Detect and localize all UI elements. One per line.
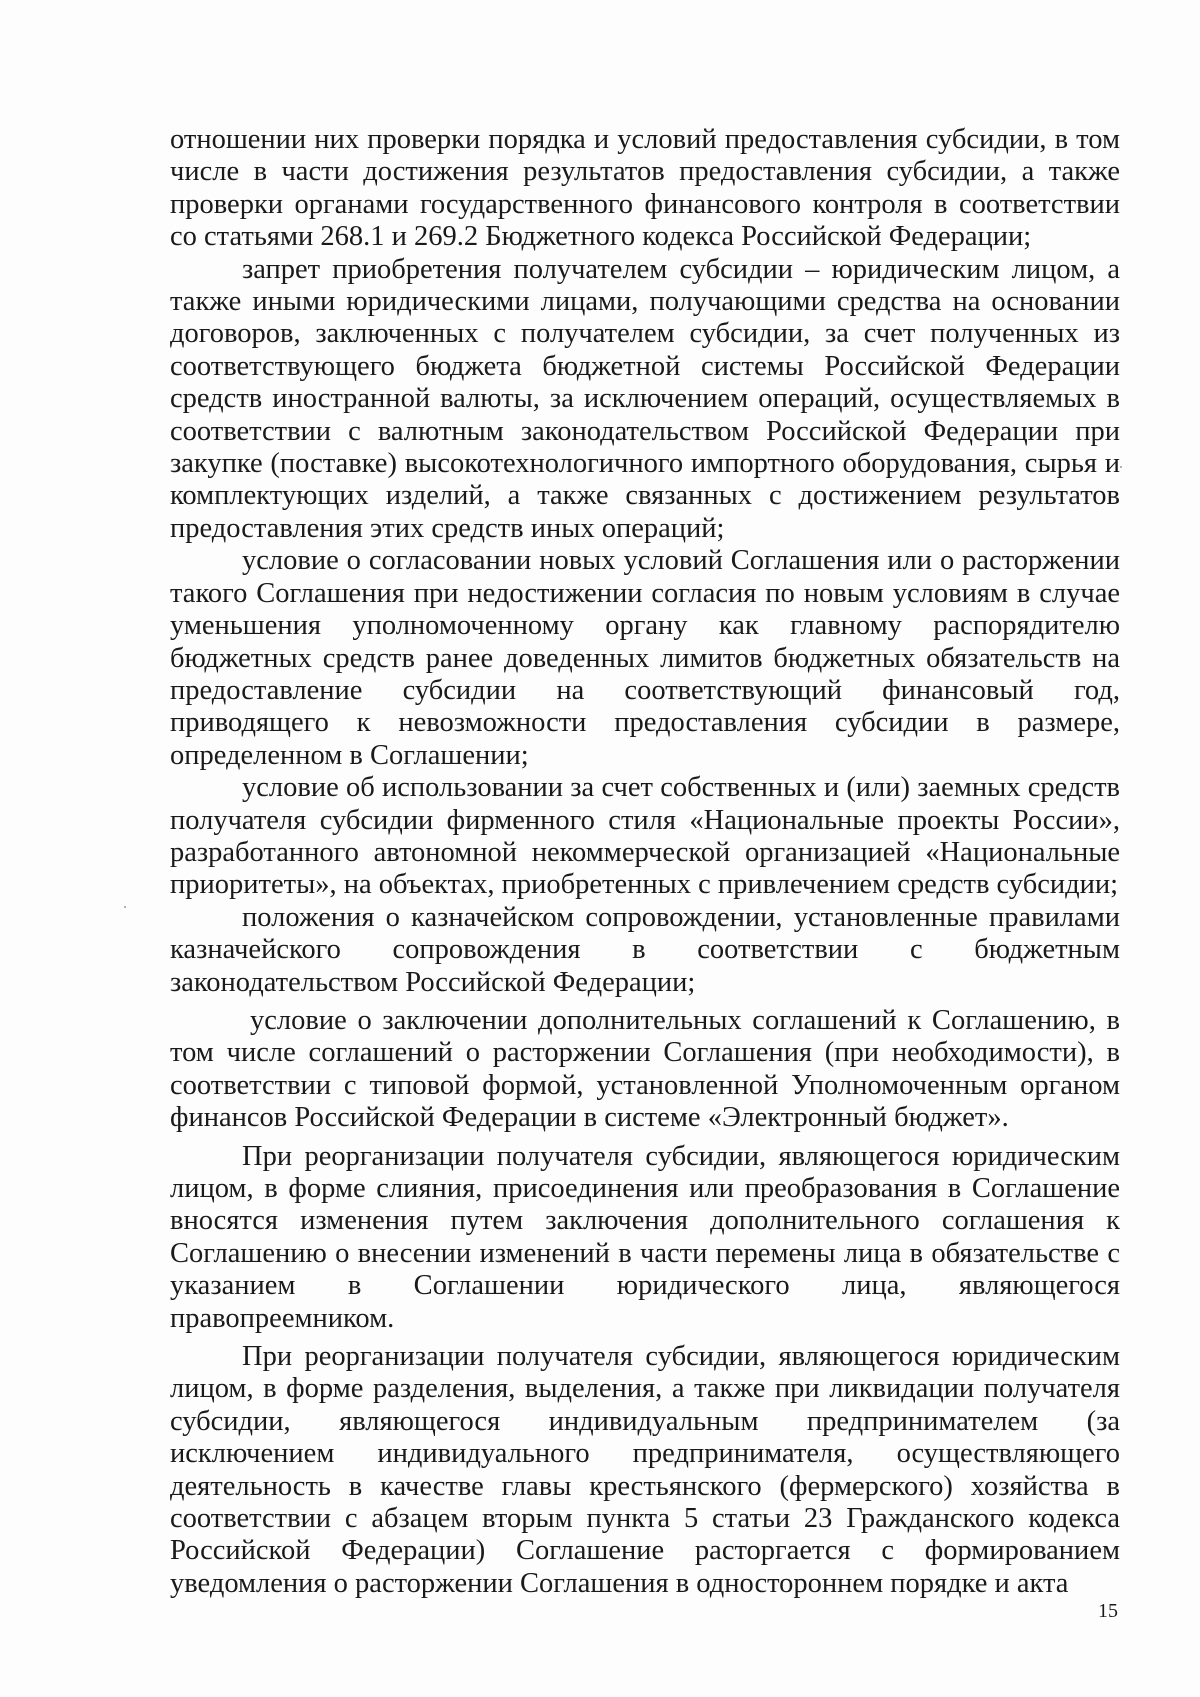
paragraph-5: положения о казначейском сопровождении, установленные правилами казначейского сопровождения в соответствии с бюджетным законодательством Российской Федерации; (170, 901, 1120, 998)
paragraph-3: условие о согласовании новых условий Соглашения или о расторжении такого Соглашения при недостижении согласия по новым условиям в случае уменьшения уполномоченному органу как главному распорядителю бюджетных средств ранее доведенных лимитов бюджетных обязательств на предоставление субсидии на соответствующий финансовый год, приводящего к невозможности предоставления субсидии в размере, определенном в Соглашении; (170, 545, 1120, 771)
page-number: 15 (1098, 1600, 1118, 1622)
paragraph-1: отношении них проверки порядка и условий предоставления субсидии, в том числе в части достижения результатов предоставления субсидии, а также проверки органами государственного финансового контроля в соответствии со статьями 268.1 и 269.2 Бюджетного кодекса Российской Федерации; (170, 124, 1120, 253)
paragraph-8: При реорганизации получателя субсидии, являющегося юридическим лицом, в форме разделения, выделения, а также при ликвидации получателя субсидии, являющегося индивидуальным предпринимателем (за исключением индивидуального предпринимателя, осуществляющего деятельность в качестве главы крестьянского (фермерского) хозяйства в соответствии с абзацем вторым пункта 5 статьи 23 Гражданского кодекса Российской Федерации) Соглашение расторгается с формированием уведомления о расторжении Соглашения в одностороннем порядке и акта (170, 1341, 1120, 1599)
scan-speck (1120, 466, 1122, 468)
paragraph-4: условие об использовании за счет собственных и (или) заемных средств получателя субсидии фирменного стиля «Национальные проекты России», разработанного автономной некоммерческой организацией «Национальные приоритеты», на объектах, приобретенных с привлечением средств субсидии; (170, 772, 1120, 901)
paragraph-6: условие о заключении дополнительных соглашений к Соглашению, в том числе соглашений о расторжении Соглашения (при необходимости), в соответствии с типовой формой, установленной Уполномоченным органом финансов Российской Федерации в системе «Электронный бюджет». (170, 1004, 1120, 1134)
paragraph-7: При реорганизации получателя субсидии, являющегося юридическим лицом, в форме слияния, присоединения или преобразования в Соглашение вносятся изменения путем заключения дополнительного соглашения к Соглашению о внесении изменений в части перемены лица в обязательстве с указанием в Соглашении юридического лица, являющегося правопреемником. (170, 1140, 1120, 1334)
scan-speck (124, 906, 126, 908)
document-body (170, 124, 1120, 1600)
paragraph-2: запрет приобретения получателем субсидии – юридическим лицом, а также иными юридическими лицами, получающими средства на основании договоров, заключенных с получателем субсидии, за счет полученных из соответствующего бюджета бюджетной системы Российской Федерации средств иностранной валюты, за исключением операций, осуществляемых в соответствии с валютным законодательством Российской Федерации при закупке (поставке) высокотехнологичного импортного оборудования, сырья и комплектующих изделий, а также связанных с достижением результатов предоставления этих средств иных операций; (170, 253, 1120, 544)
